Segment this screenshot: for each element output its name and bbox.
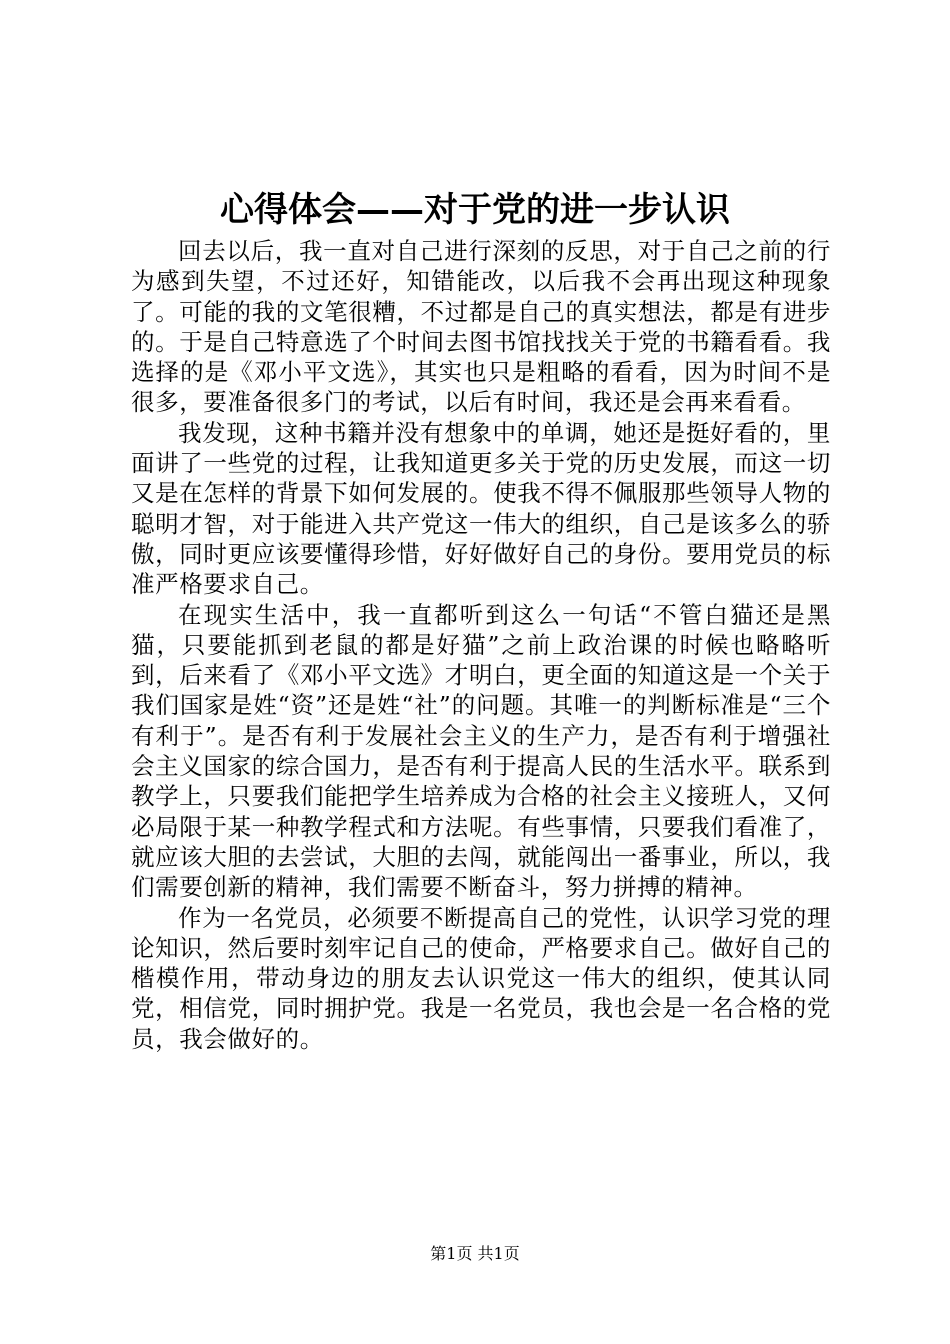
- page-title: 心得体会——对于党的进一步认识: [220, 190, 730, 230]
- paragraph-2: 我发现，这种书籍并没有想象中的单调，她还是挺好看的，里面讲了一些党的过程，让我知道更多关于党的历史发展，而这一切又是在怎样的背景下如何发展的。使我不得不佩服那些领导人物的聪明才智，对于能进入共产党这一伟大的组织，自己是该多么的骄傲，同时更应该要懂得珍惜，好好做好自己的身份。要用党员的标准严格要求自己。: [131, 418, 831, 599]
- paragraph-4: 作为一名党员，必须要不断提高自己的党性，认识学习党的理论知识，然后要时刻牢记自己的使命，严格要求自己。做好自己的楷模作用，带动身边的朋友去认识党这一伟大的组织，使其认同党，相信党，同时拥护党。我是一名党员，我也会是一名合格的党员，我会做好的。: [131, 903, 831, 1053]
- document-body: [131, 236, 831, 1054]
- paragraph-1: 回去以后，我一直对自己进行深刻的反思，对于自己之前的行为感到失望，不过还好，知错能改，以后我不会再出现这种现象了。可能的我的文笔很糟，不过都是自己的真实想法，都是有进步的。于是自己特意选了个时间去图书馆找找关于党的书籍看看。我选择的是《邓小平文选》，其实也只是粗略的看看，因为时间不是很多，要准备很多门的考试，以后有时间，我还是会再来看看。: [131, 237, 831, 417]
- page-number-footer: 第1页 共1页: [430, 1244, 520, 1263]
- paragraph-3: 在现实生活中，我一直都听到这么一句话“不管白猫还是黑猫，只要能抓到老鼠的都是好猫”之前上政治课的时候也略略听到，后来看了《邓小平文选》才明白，更全面的知道这是一个关于我们国家是姓“资”还是姓“社”的问题。其唯一的判断标准是“三个有利于”。是否有利于发展社会主义的生产力，是否有利于增强社会主义国家的综合国力，是否有利于提高人民的生活水平。联系到教学上，只要我们能把学生培养成为合格的社会主义接班人，又何必局限于某一种教学程式和方法呢。有些事情，只要我们看准了，就应该大胆的去尝试，大胆的去闯，就能闯出一番事业，所以，我们需要创新的精神，我们需要不断奋斗，努力拼搏的精神。: [131, 600, 831, 902]
